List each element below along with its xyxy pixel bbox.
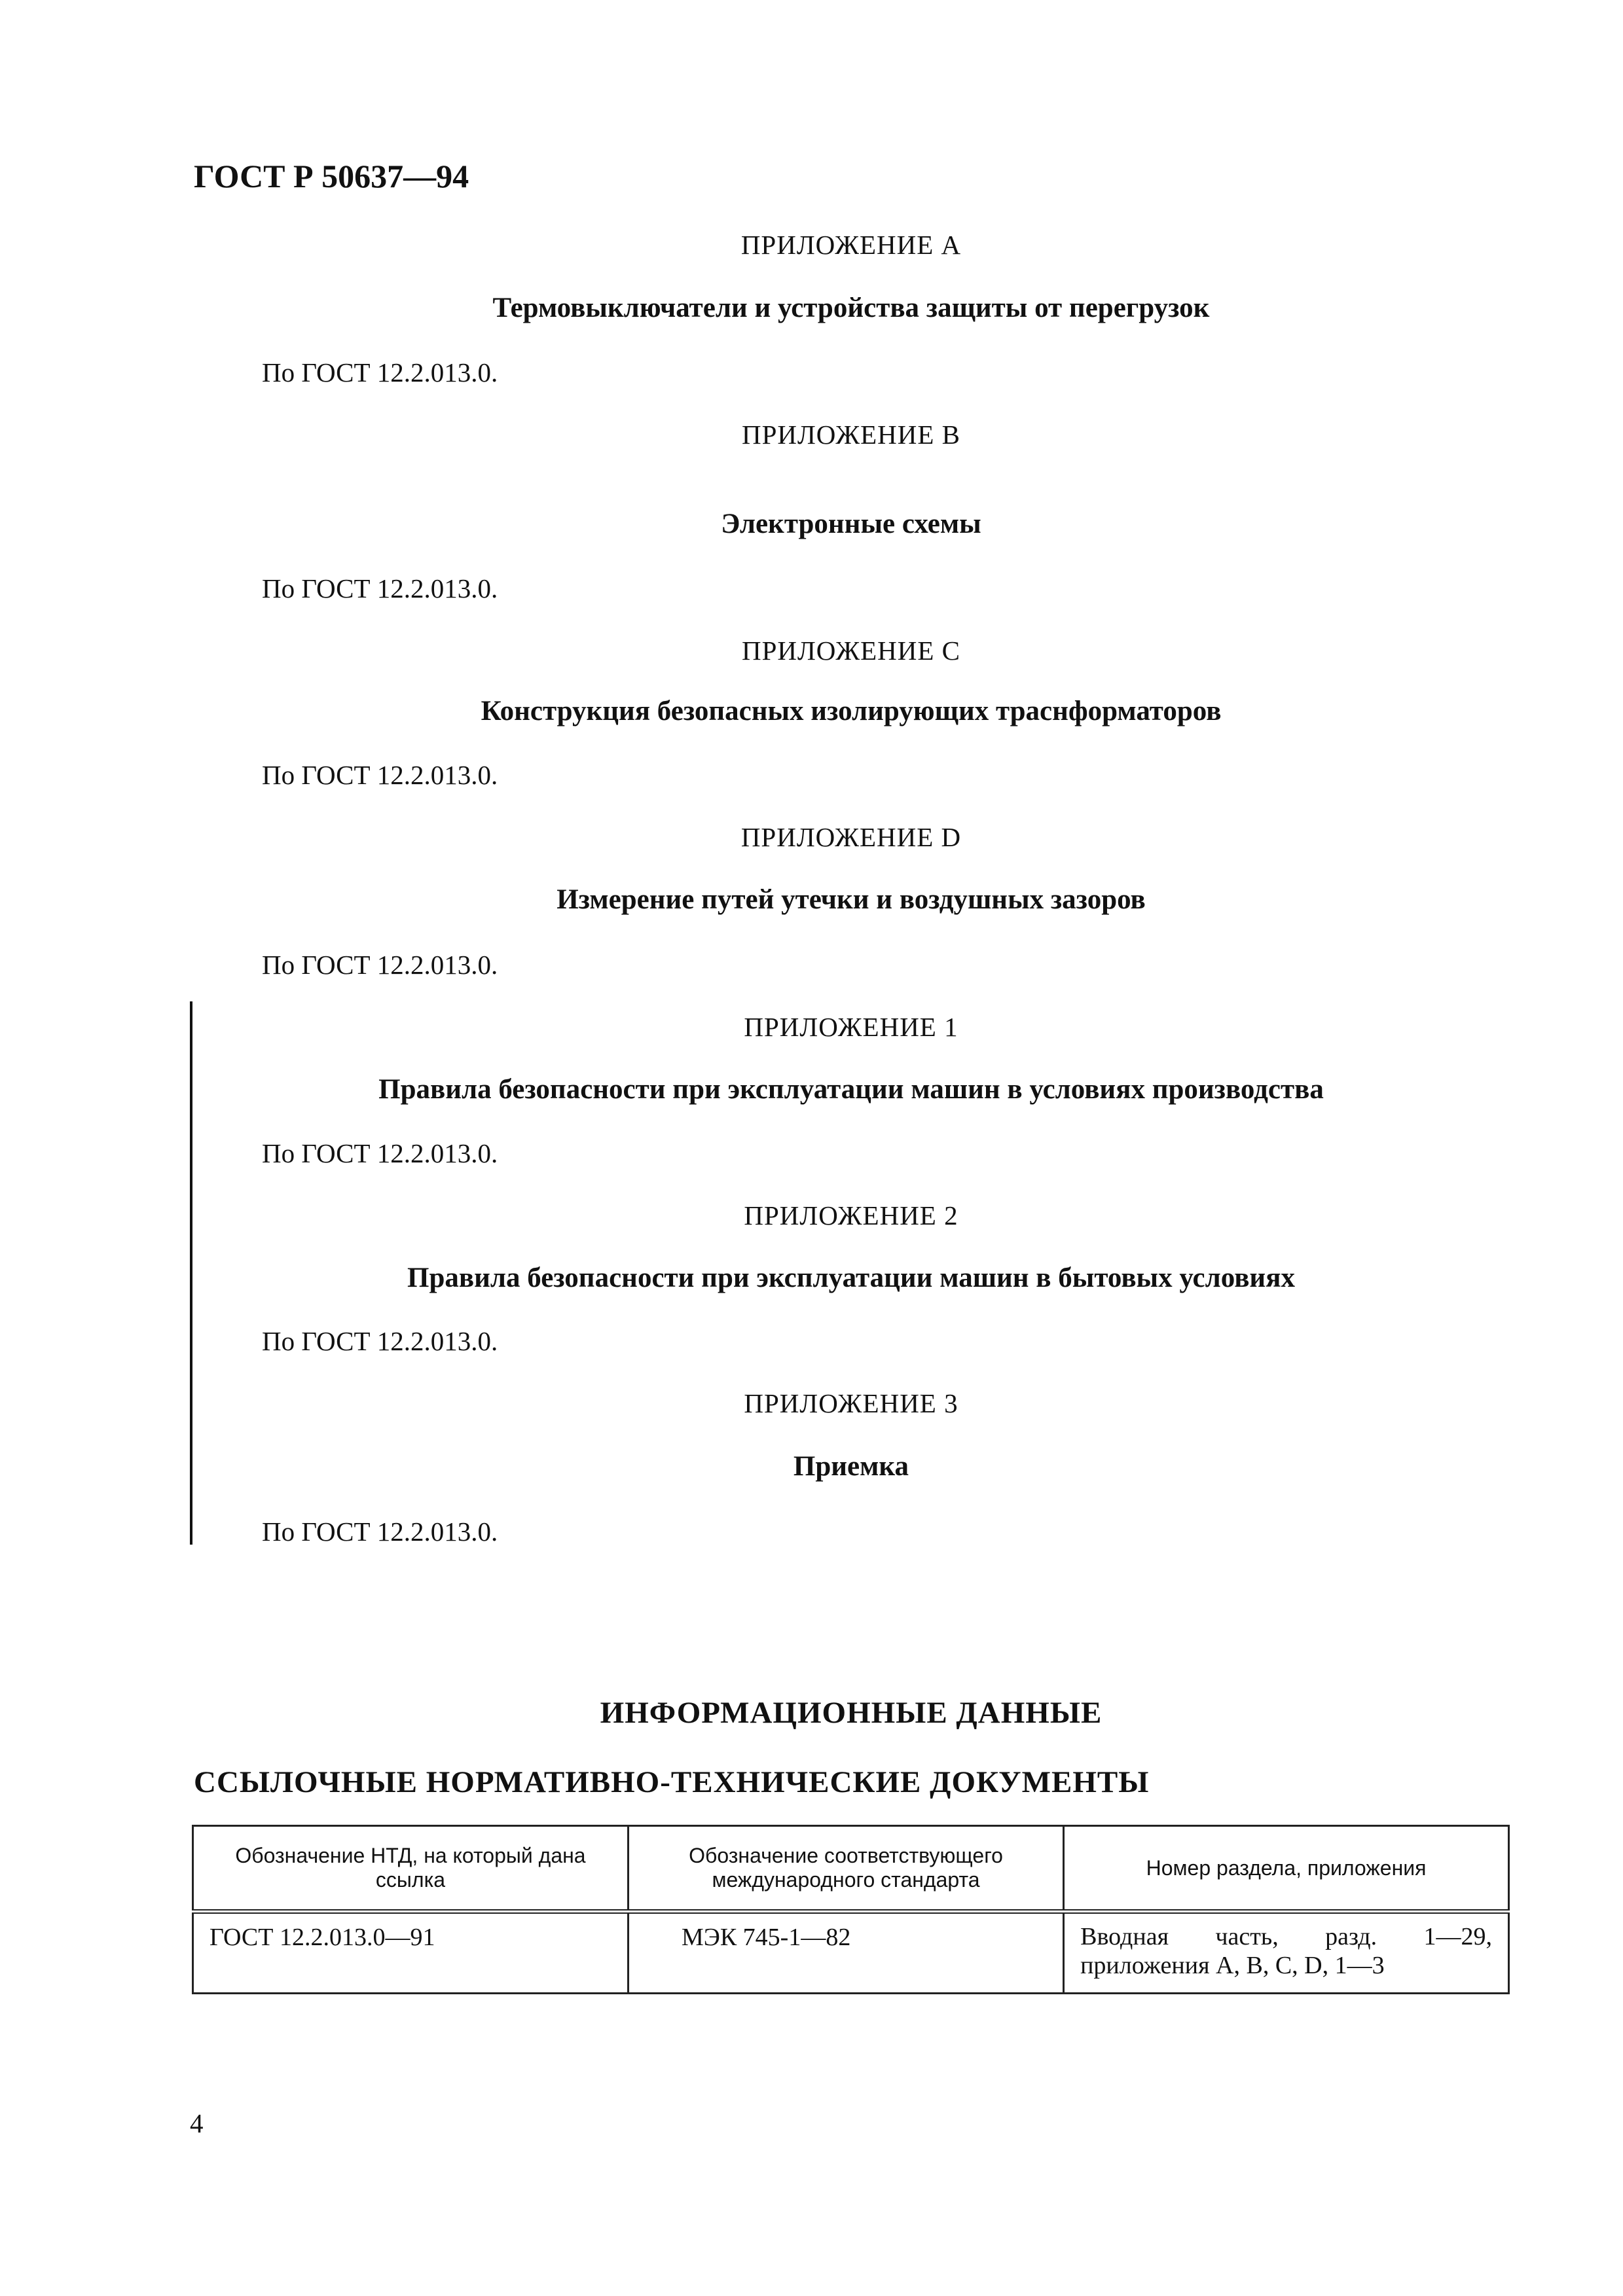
appendix-1-body: По ГОСТ 12.2.013.0.	[262, 1138, 498, 1168]
references-title: ССЫЛОЧНЫЕ НОРМАТИВНО-ТЕХНИЧЕСКИЕ ДОКУМЕНТЫ	[194, 1765, 1150, 1799]
header-section-number: Номер раздела, приложения	[1064, 1826, 1509, 1912]
appendix-b-label: ПРИЛОЖЕНИЕ В	[741, 420, 961, 450]
appendix-3-title: Приемка	[793, 1451, 909, 1482]
appendix-a-label: ПРИЛОЖЕНИЕ А	[740, 230, 962, 260]
appendix-c-title: Конструкция безопасных изолирующих траснформаторов	[481, 696, 1222, 726]
appendix-2-label: ПРИЛОЖЕНИЕ 2	[744, 1200, 958, 1230]
appendix-b-title: Электронные схемы	[721, 509, 981, 539]
appendix-1-title: Правила безопасности при эксплуатации машин в условиях производства	[378, 1074, 1324, 1105]
appendix-a-title: Термовыключатели и устройства защиты от перегрузок	[492, 293, 1210, 323]
appendix-2-title: Правила безопасности при эксплуатации машин в бытовых условиях	[407, 1263, 1295, 1293]
cell-section-number: Вводная часть, разд. 1—29, приложения А, В, С, D, 1—3	[1064, 1912, 1509, 1994]
page-number: 4	[190, 2108, 204, 2138]
appendix-b-body: По ГОСТ 12.2.013.0.	[262, 573, 498, 603]
header-ntd-designation: Обозначение НТД, на который дана ссылка	[193, 1826, 629, 1912]
appendix-c-label: ПРИЛОЖЕНИЕ С	[741, 636, 961, 666]
header-international-standard: Обозначение соответствующего международного стандарта	[628, 1826, 1063, 1912]
appendix-1-label: ПРИЛОЖЕНИЕ 1	[744, 1012, 958, 1042]
info-title: ИНФОРМАЦИОННЫЕ ДАННЫЕ	[600, 1696, 1103, 1730]
appendix-d-title: Измерение путей утечки и воздушных зазоров	[556, 884, 1146, 915]
appendix-d-body: По ГОСТ 12.2.013.0.	[262, 950, 498, 980]
cell-ntd-designation: ГОСТ 12.2.013.0—91	[193, 1912, 629, 1994]
appendix-2-body: По ГОСТ 12.2.013.0.	[262, 1326, 498, 1356]
document-code: ГОСТ Р 50637—94	[194, 158, 469, 194]
table-header-row	[193, 1826, 1509, 1912]
table-row	[193, 1912, 1509, 1994]
appendix-3-label: ПРИЛОЖЕНИЕ 3	[744, 1388, 958, 1418]
appendix-a-body: По ГОСТ 12.2.013.0.	[262, 357, 498, 387]
appendix-d-label: ПРИЛОЖЕНИЕ D	[740, 822, 962, 852]
appendix-3-body: По ГОСТ 12.2.013.0.	[262, 1516, 498, 1547]
references-table	[192, 1825, 1510, 1994]
appendix-c-body: По ГОСТ 12.2.013.0.	[262, 760, 498, 790]
cell-international-standard: МЭК 745-1—82	[628, 1912, 1063, 1994]
